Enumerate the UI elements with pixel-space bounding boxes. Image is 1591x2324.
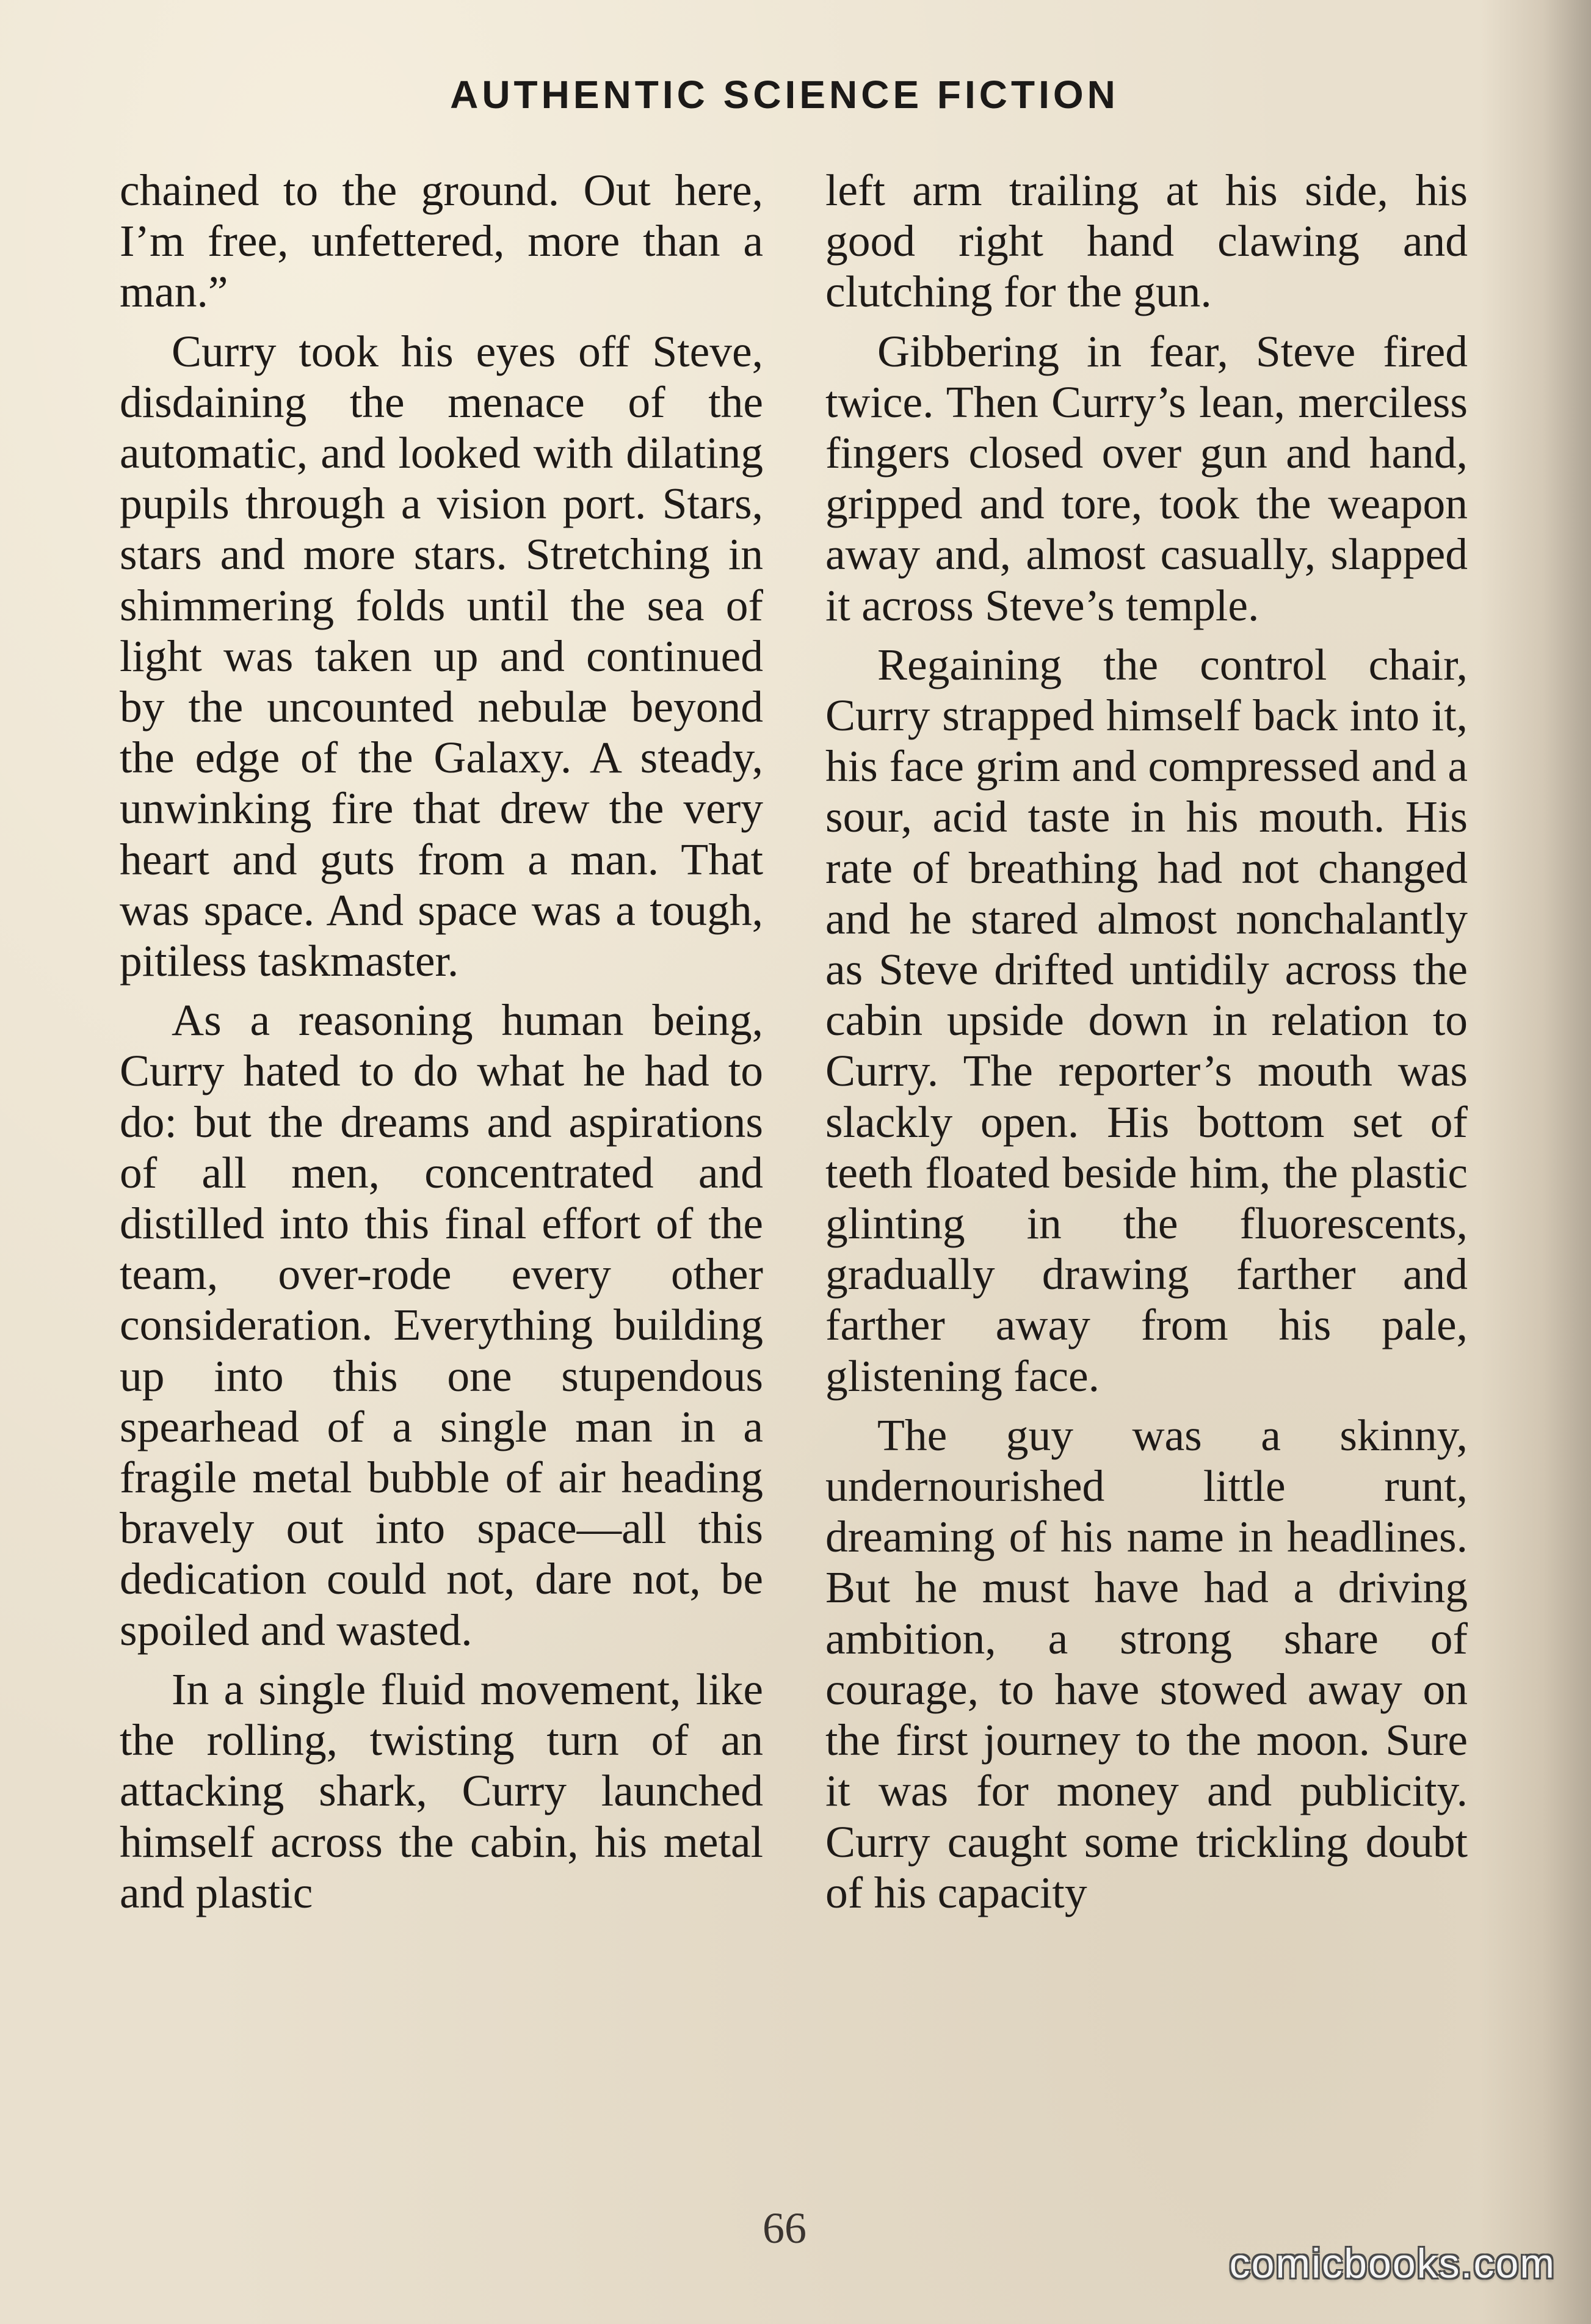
page-number: 66 <box>763 2204 806 2253</box>
paragraph: In a single fluid movement, like the rolling, twisting turn of an attacking shark, Curry launched himself across the cabin, his metal and plastic <box>120 1664 763 1917</box>
right-column <box>825 165 1468 1918</box>
left-column <box>120 165 763 1918</box>
paragraph: The guy was a skinny, undernourished little runt, dreaming of his name in headlines. But he must have had a driving ambition, a strong share of courage, to have stowed away on the first journey to the moon. Sure it was for money and publicity. Curry caught some trickling doubt of his capacity <box>825 1410 1468 1917</box>
paragraph: chained to the ground. Out here, I’m free, unfettered, more than a man.” <box>120 165 763 317</box>
paragraph: left arm trailing at his side, his good right hand clawing and clutching for the gun. <box>825 165 1468 317</box>
watermark: comicbooks.com <box>1229 2240 1556 2287</box>
running-head: AUTHENTIC SCIENCE FICTION <box>450 73 1119 117</box>
paragraph: Curry took his eyes off Steve, disdaining the menace of the automatic, and looked with dilating pupils through a vision port. Stars, stars and more stars. Stretching in shimmering folds until the sea of light was taken up and continued by the uncounted nebulæ beyond the edge of the Galaxy. A steady, unwinking fire that drew the very heart and guts from a man. That was space. And space was a tough, pitiless taskmaster. <box>120 326 763 986</box>
paragraph: Gibbering in fear, Steve fired twice. Then Curry’s lean, merciless fingers closed over gun and hand, gripped and tore, took the weapon away and, almost casually, slapped it across Steve’s temple. <box>825 326 1468 630</box>
paragraph: As a reasoning human being, Curry hated to do what he had to do: but the dreams and aspirations of all men, concentrated and distilled into this final effort of the team, over-rode every other consideration. Everything building up into this one stupendous spearhead of a single man in a fragile metal bubble of air heading bravely out into space—all this dedication could not, dare not, be spoiled and wasted. <box>120 995 763 1655</box>
paragraph: Regaining the control chair, Curry strapped himself back into it, his face grim and compressed and a sour, acid taste in his mouth. His rate of breathing had not changed and he stared almost nonchalantly as Steve drifted untidily across the cabin upside down in relation to Curry. The reporter’s mouth was slackly open. His bottom set of teeth floated beside him, the plastic glinting in the fluorescents, gradually drawing farther and farther away from his pale, glistening face. <box>825 639 1468 1401</box>
